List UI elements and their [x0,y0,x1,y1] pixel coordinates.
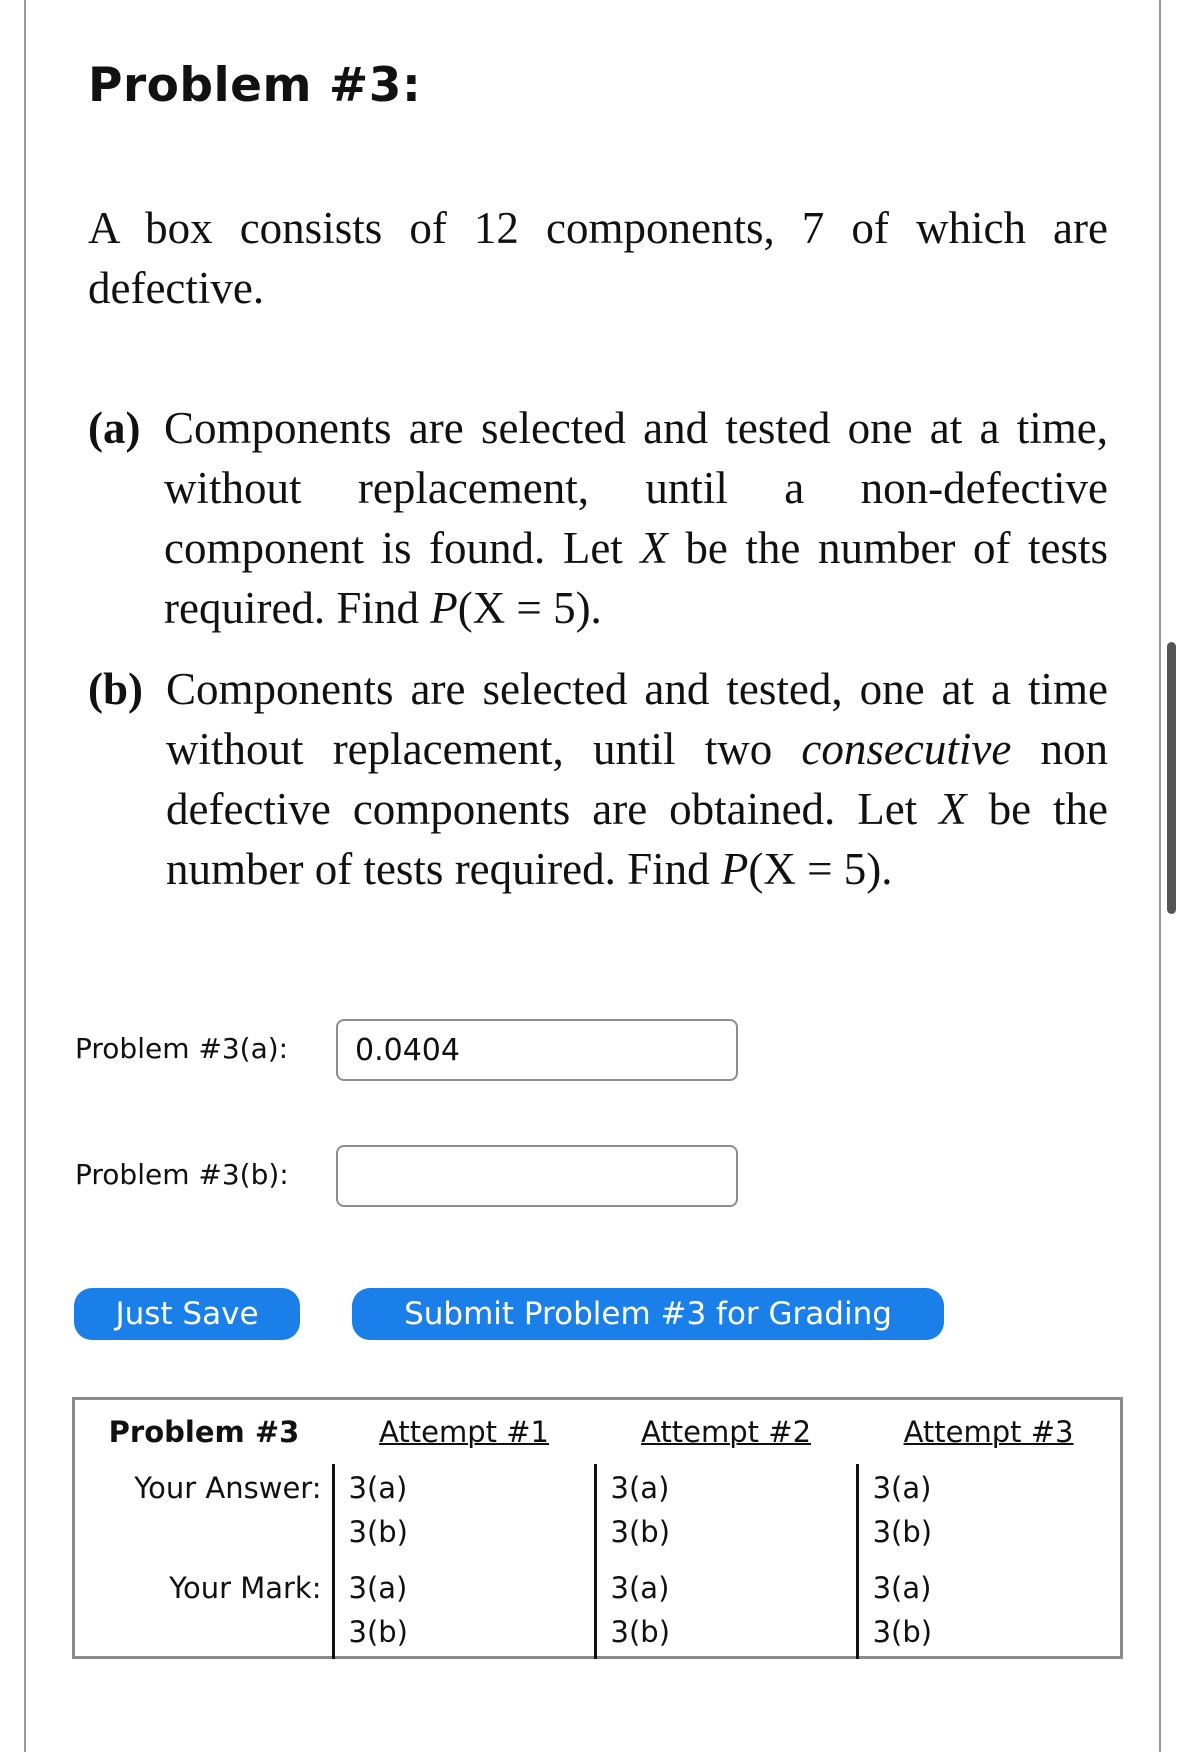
part-b-label: (b) [88,664,143,714]
part-a-label: (a) [88,403,141,453]
attempt-2-answer-cell: 3(a) 3(b) [595,1464,857,1566]
part-b-text: Components are selected and tested, one at a time without replacement, until two consecutive non defective components are obtained. Let X be the number of tests required. Find P(X = 5). [166,664,1109,894]
attempts-table [72,1397,1123,1659]
vertical-scrollbar[interactable] [1167,642,1176,914]
answer-b-input[interactable] [336,1145,738,1207]
answer-b-label: Problem #3(b): [75,1158,289,1191]
attempt-3-answer-cell: 3(a) 3(b) [857,1464,1121,1566]
attempt-1-link[interactable]: Attempt #1 [379,1415,549,1449]
attempt-1-mark-cell: 3(a) 3(b) [333,1566,595,1658]
attempt-3-header [857,1399,1121,1465]
attempt-3-mark-cell: 3(a) 3(b) [857,1566,1121,1658]
attempt-3-link[interactable]: Attempt #3 [903,1415,1074,1449]
your-answer-label: Your Answer: [134,1471,322,1505]
part-a [88,398,1108,638]
attempt-2-link[interactable]: Attempt #2 [641,1415,812,1449]
just-save-button[interactable]: Just Save [74,1288,300,1340]
problem-heading: Problem #3: [88,58,422,113]
attempts-header-row [74,1399,1122,1465]
your-mark-row [74,1566,1122,1658]
attempt-2-header [595,1399,857,1465]
part-a-text: Components are selected and tested one at a time, without replacement, until a non-defective component is found. Let X be the number of tests required. Find P(X = 5). [164,403,1108,633]
your-answer-row [74,1464,1122,1566]
your-mark-label: Your Mark: [169,1571,322,1605]
answer-a-label: Problem #3(a): [75,1032,289,1065]
attempt-1-answer-cell: 3(a) 3(b) [333,1464,595,1566]
problem-intro: A box consists of 12 components, 7 of which are defective. [88,203,1108,313]
answer-a-input[interactable] [336,1019,738,1081]
attempt-2-mark-cell: 3(a) 3(b) [595,1566,857,1658]
submit-for-grading-button[interactable]: Submit Problem #3 for Grading [352,1288,944,1340]
attempt-1-header [333,1399,595,1465]
attempts-corner-label: Problem #3 [108,1415,300,1449]
part-b [88,659,1108,899]
